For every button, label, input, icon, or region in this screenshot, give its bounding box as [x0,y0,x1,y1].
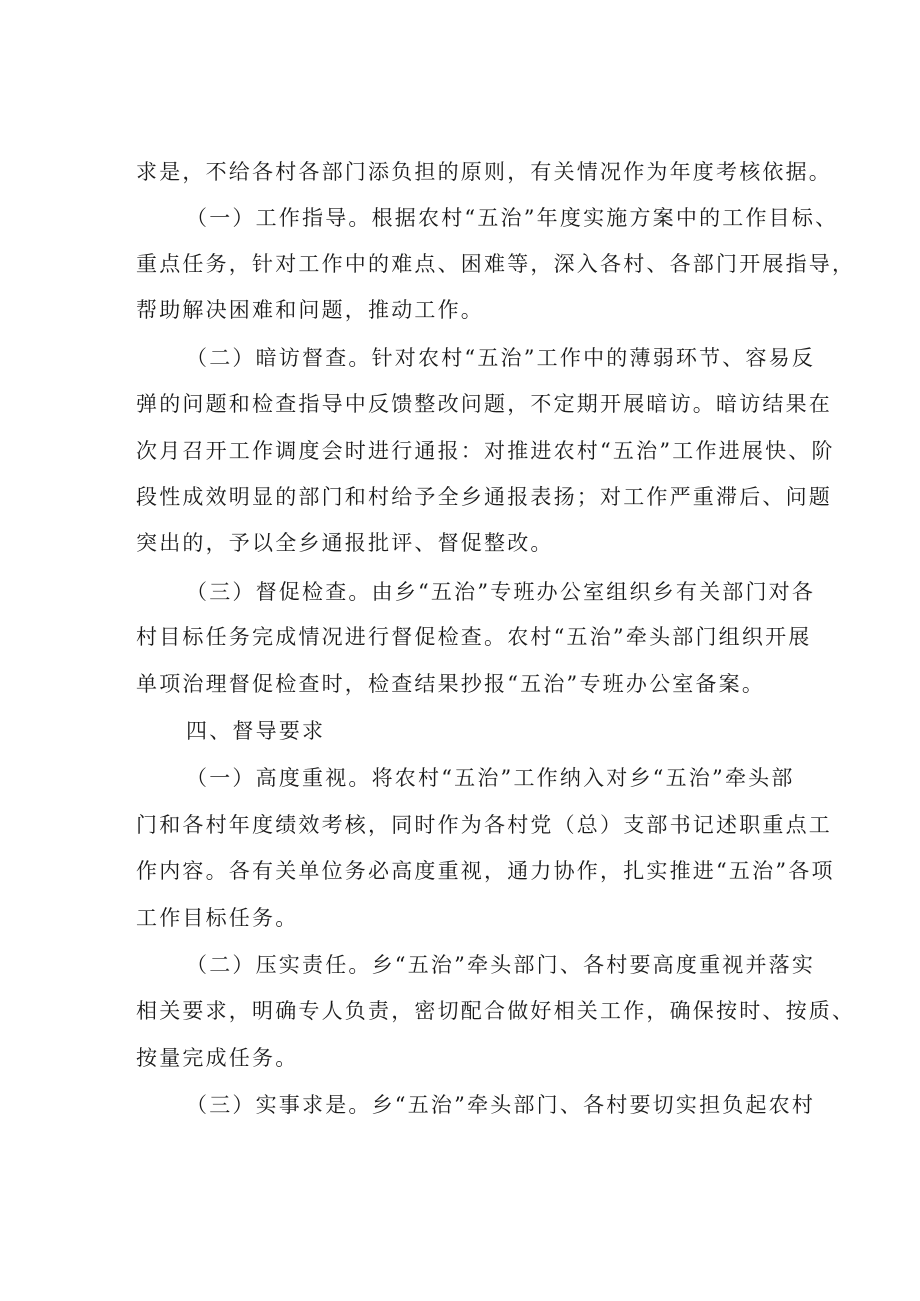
paragraph-line: （三）实事求是。乡“五治”牵头部门、各村要切实担负起农村 [186,1093,816,1117]
paragraph-line: 求是，不给各村各部门添负担的原则，有关情况作为年度考核依据。 [136,160,832,184]
paragraph-line: （二）暗访督查。针对农村“五治”工作中的薄弱环节、容易反 [186,346,816,370]
paragraph-line: 段性成效明显的部门和村给予全乡通报表扬；对工作严重滞后、问题 [136,485,832,509]
paragraph-line: 弹的问题和检查指导中反馈整改问题，不定期开展暗访。暗访结果在 [136,392,832,416]
paragraph-line: 按量完成任务。 [136,1046,299,1070]
paragraph-line: 村目标任务完成情况进行督促检查。农村“五治”牵头部门组织开展 [136,625,812,649]
paragraph-line: 突出的，予以全乡通报批评、督促整改。 [136,531,554,555]
paragraph-line: 单项治理督促检查时，检查结果抄报“五治”专班办公室备案。 [136,672,766,696]
paragraph-line: （一）高度重视。将农村“五治”工作纳入对乡“五治”牵头部 [186,766,795,790]
paragraph-line: （三）督促检查。由乡“五治”专班办公室组织乡有关部门对各 [186,580,816,604]
paragraph-line: 相关要求，明确专人负责，密切配合做好相关工作，确保按时、按质、 [136,999,856,1023]
section-heading: 四、督导要求 [186,719,326,743]
paragraph-line: 次月召开工作调度会时进行通报：对推进农村“五治”工作进展快、阶 [136,439,835,463]
paragraph-line: 门和各村年度绩效考核，同时作为各村党（总）支部书记述职重点工 [136,813,832,837]
paragraph-line: （一）工作指导。根据农村“五治”年度实施方案中的工作目标、 [186,206,839,230]
paragraph-line: 工作目标任务。 [136,906,299,930]
paragraph-line: 重点任务，针对工作中的难点、困难等，深入各村、各部门开展指导， [136,252,856,276]
paragraph-line: 作内容。各有关单位务必高度重视，通力协作，扎实推进“五治”各项 [136,859,835,883]
paragraph-line: 帮助解决困难和问题，推动工作。 [136,298,484,322]
paragraph-line: （二）压实责任。乡“五治”牵头部门、各村要高度重视并落实 [186,953,816,977]
